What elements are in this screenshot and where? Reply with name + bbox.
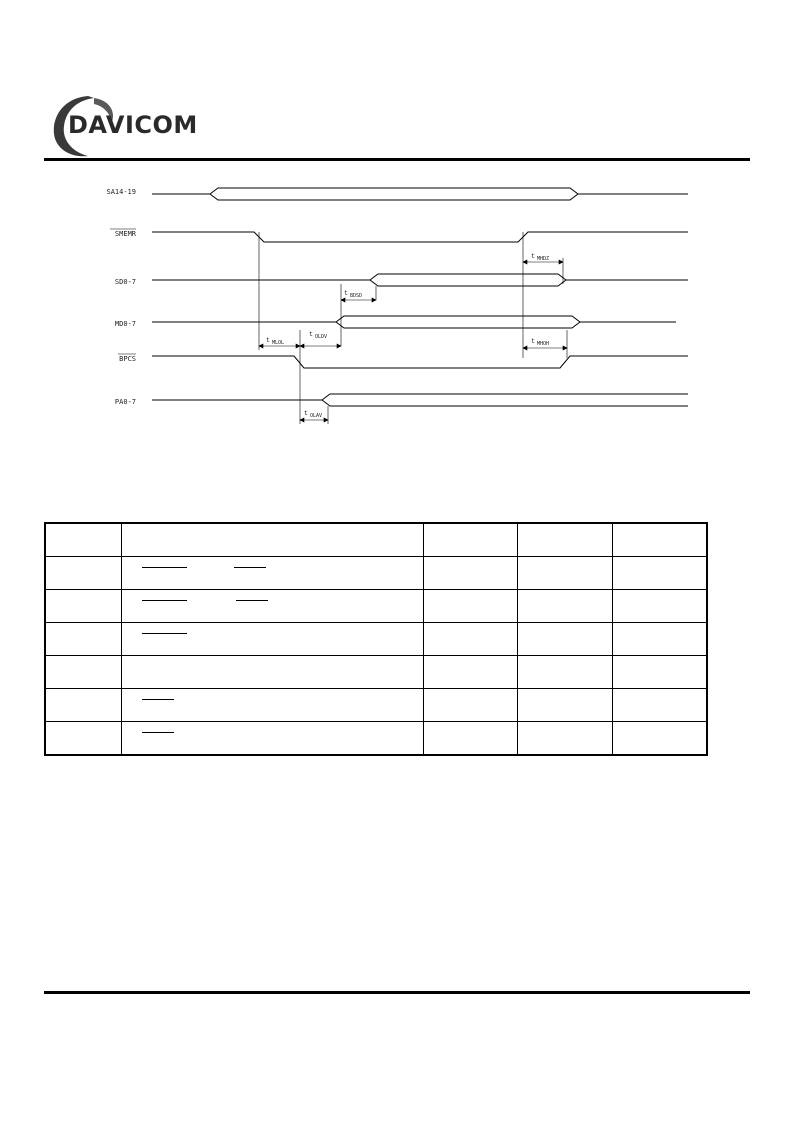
table-row — [45, 590, 707, 623]
table-cell — [613, 523, 708, 557]
overline-mark — [234, 567, 266, 568]
table-cell — [518, 722, 613, 756]
svg-text:t: t — [309, 330, 313, 338]
timing-parameter-table — [44, 522, 708, 756]
sa-bus — [210, 188, 578, 200]
svg-text:OLAV: OLAV — [310, 413, 323, 419]
pa-bus-top — [322, 394, 688, 400]
table-row — [45, 722, 707, 756]
svg-text:t: t — [304, 409, 308, 417]
table-cell — [122, 590, 424, 623]
param-tolav — [304, 409, 322, 419]
table-cell — [613, 623, 708, 656]
table-cell — [424, 557, 518, 590]
signal-label-sa: SA14-19 — [106, 188, 136, 196]
signal-label-md: MD0-7 — [114, 320, 136, 328]
table-row — [45, 656, 707, 689]
table-cell — [122, 689, 424, 722]
table-cell — [45, 689, 122, 722]
table-row — [45, 623, 707, 656]
table-cell — [45, 557, 122, 590]
svg-text:MHDZ: MHDZ — [537, 256, 550, 262]
svg-text:OLDV: OLDV — [315, 334, 328, 340]
table-cell — [122, 523, 424, 557]
signal-label-bpcs: BPCS — [119, 355, 136, 363]
table-cell — [424, 623, 518, 656]
smemr-waveform — [152, 232, 688, 242]
table-cell — [518, 590, 613, 623]
table-cell — [613, 656, 708, 689]
table-cell — [518, 523, 613, 557]
param-tmhoh — [531, 337, 549, 347]
param-tbdsd — [344, 289, 362, 299]
svg-text:MLOL: MLOL — [272, 340, 285, 346]
table-row — [45, 557, 707, 590]
overline-mark — [142, 732, 174, 733]
param-tmhz — [531, 252, 549, 262]
table-cell — [45, 523, 122, 557]
table-cell — [613, 557, 708, 590]
table-cell — [122, 557, 424, 590]
overline-mark — [142, 600, 187, 601]
svg-text:t: t — [531, 252, 535, 260]
table-cell — [424, 656, 518, 689]
overline-mark — [236, 600, 268, 601]
table-cell — [518, 689, 613, 722]
brand-name: DAVICOM — [68, 111, 198, 139]
bpcs-waveform — [152, 356, 688, 368]
table-cell — [424, 523, 518, 557]
md-bus — [336, 316, 580, 328]
table-cell — [424, 590, 518, 623]
pa-bus-bottom — [322, 400, 688, 406]
table-cell — [518, 656, 613, 689]
table-cell — [45, 656, 122, 689]
table-cell — [424, 689, 518, 722]
table-cell — [613, 590, 708, 623]
footer-rule — [44, 991, 750, 994]
param-toldv — [309, 330, 327, 340]
table-cell — [613, 689, 708, 722]
table-cell — [613, 722, 708, 756]
table-row — [45, 689, 707, 722]
table-cell — [518, 623, 613, 656]
table-cell — [122, 623, 424, 656]
table-header-row — [45, 523, 707, 557]
signal-label-sd: SD0-7 — [114, 278, 136, 286]
param-tmlol — [266, 336, 284, 346]
svg-text:BDSD: BDSD — [350, 293, 363, 299]
svg-text:MHOH: MHOH — [537, 341, 550, 347]
header-rule — [44, 158, 750, 161]
overline-mark — [142, 567, 187, 568]
table-cell — [518, 557, 613, 590]
signal-label-pa: PA0-7 — [114, 398, 136, 406]
table-cell — [45, 623, 122, 656]
signal-label-smemr: SMEMR — [114, 230, 136, 238]
table-cell — [122, 722, 424, 756]
svg-text:t: t — [531, 337, 535, 345]
table-cell — [122, 656, 424, 689]
overline-mark — [142, 699, 174, 700]
table-cell — [424, 722, 518, 756]
svg-text:t: t — [266, 336, 270, 344]
sd-bus — [370, 274, 566, 286]
timing-diagram — [0, 170, 793, 435]
davicom-logo — [50, 92, 220, 158]
overline-mark — [142, 633, 187, 634]
svg-text:t: t — [344, 289, 348, 297]
table-cell — [45, 590, 122, 623]
table-cell — [45, 722, 122, 756]
